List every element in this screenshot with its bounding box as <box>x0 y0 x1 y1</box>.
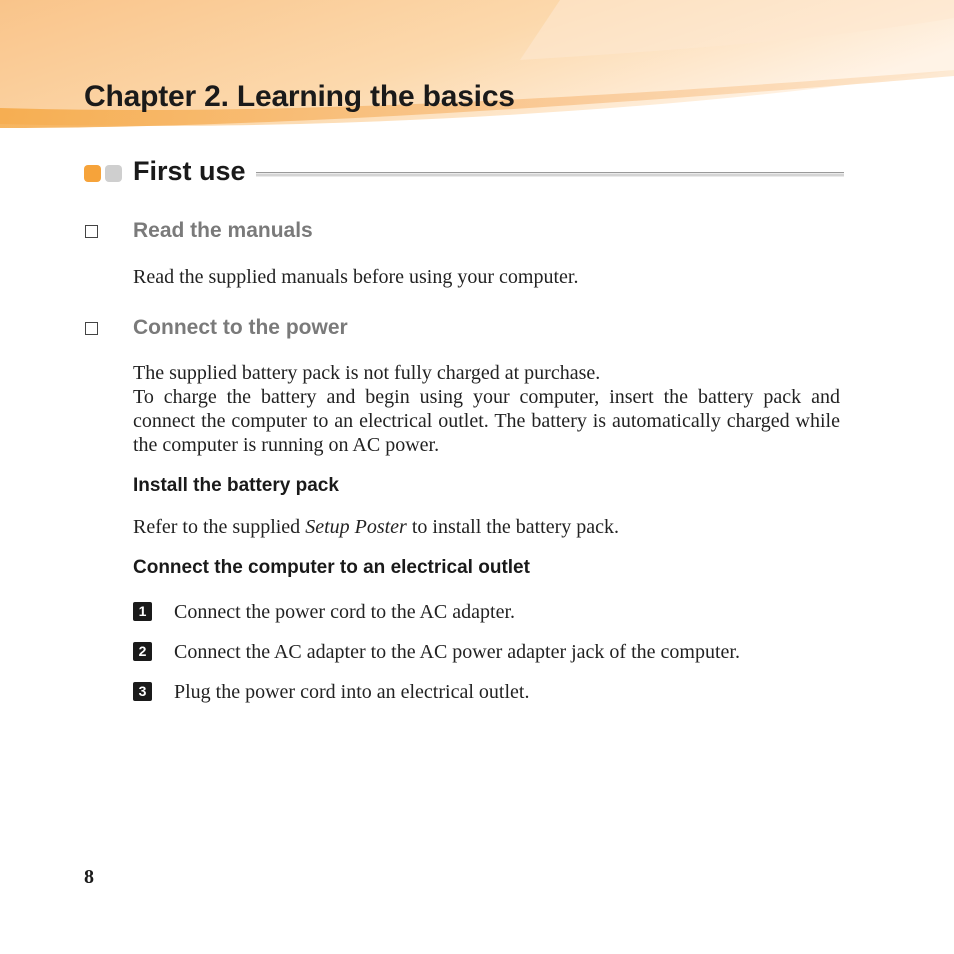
setup-poster-title: Setup Poster <box>305 516 407 538</box>
section-dots-icon <box>84 165 124 183</box>
section-title: First use <box>133 156 246 186</box>
heading-read-manuals: Read the manuals <box>133 219 313 242</box>
battery-text-before: Refer to the supplied <box>133 516 306 538</box>
bullet-square-icon <box>85 225 98 238</box>
battery-text-after: to install the battery pack. <box>406 516 620 538</box>
step-text: Plug the power cord into an electrical outlet. <box>174 681 530 703</box>
battery-instructions <box>133 515 840 539</box>
heading-connect-power: Connect to the power <box>133 316 348 339</box>
list-item <box>133 600 853 626</box>
page-number: 8 <box>84 866 94 888</box>
step-text: Connect the AC adapter to the AC power adapter jack of the computer. <box>174 641 740 663</box>
read-manuals-text: Read the supplied manuals before using your computer. <box>133 266 579 288</box>
power-text-paragraph: To charge the battery and begin using your computer, insert the battery pack and connect the computer to an electrical outlet. The battery is automatically charged while the computer is running on AC power. <box>133 386 840 456</box>
step-number-badge: 1 <box>133 602 152 621</box>
step-text: Connect the power cord to the AC adapter. <box>174 601 516 623</box>
step-number-badge: 3 <box>133 682 152 701</box>
section-divider <box>256 172 844 177</box>
step-number-badge: 2 <box>133 642 152 661</box>
heading-connect-outlet: Connect the computer to an electrical outlet <box>133 557 530 578</box>
list-item <box>133 640 853 666</box>
header-band <box>0 0 954 135</box>
heading-install-battery: Install the battery pack <box>133 475 339 496</box>
list-item <box>133 680 853 706</box>
power-text-line1: The supplied battery pack is not fully charged at purchase. <box>133 362 601 384</box>
chapter-title: Chapter 2. Learning the basics <box>84 80 515 113</box>
section-heading <box>84 155 844 191</box>
bullet-square-icon <box>85 322 98 335</box>
